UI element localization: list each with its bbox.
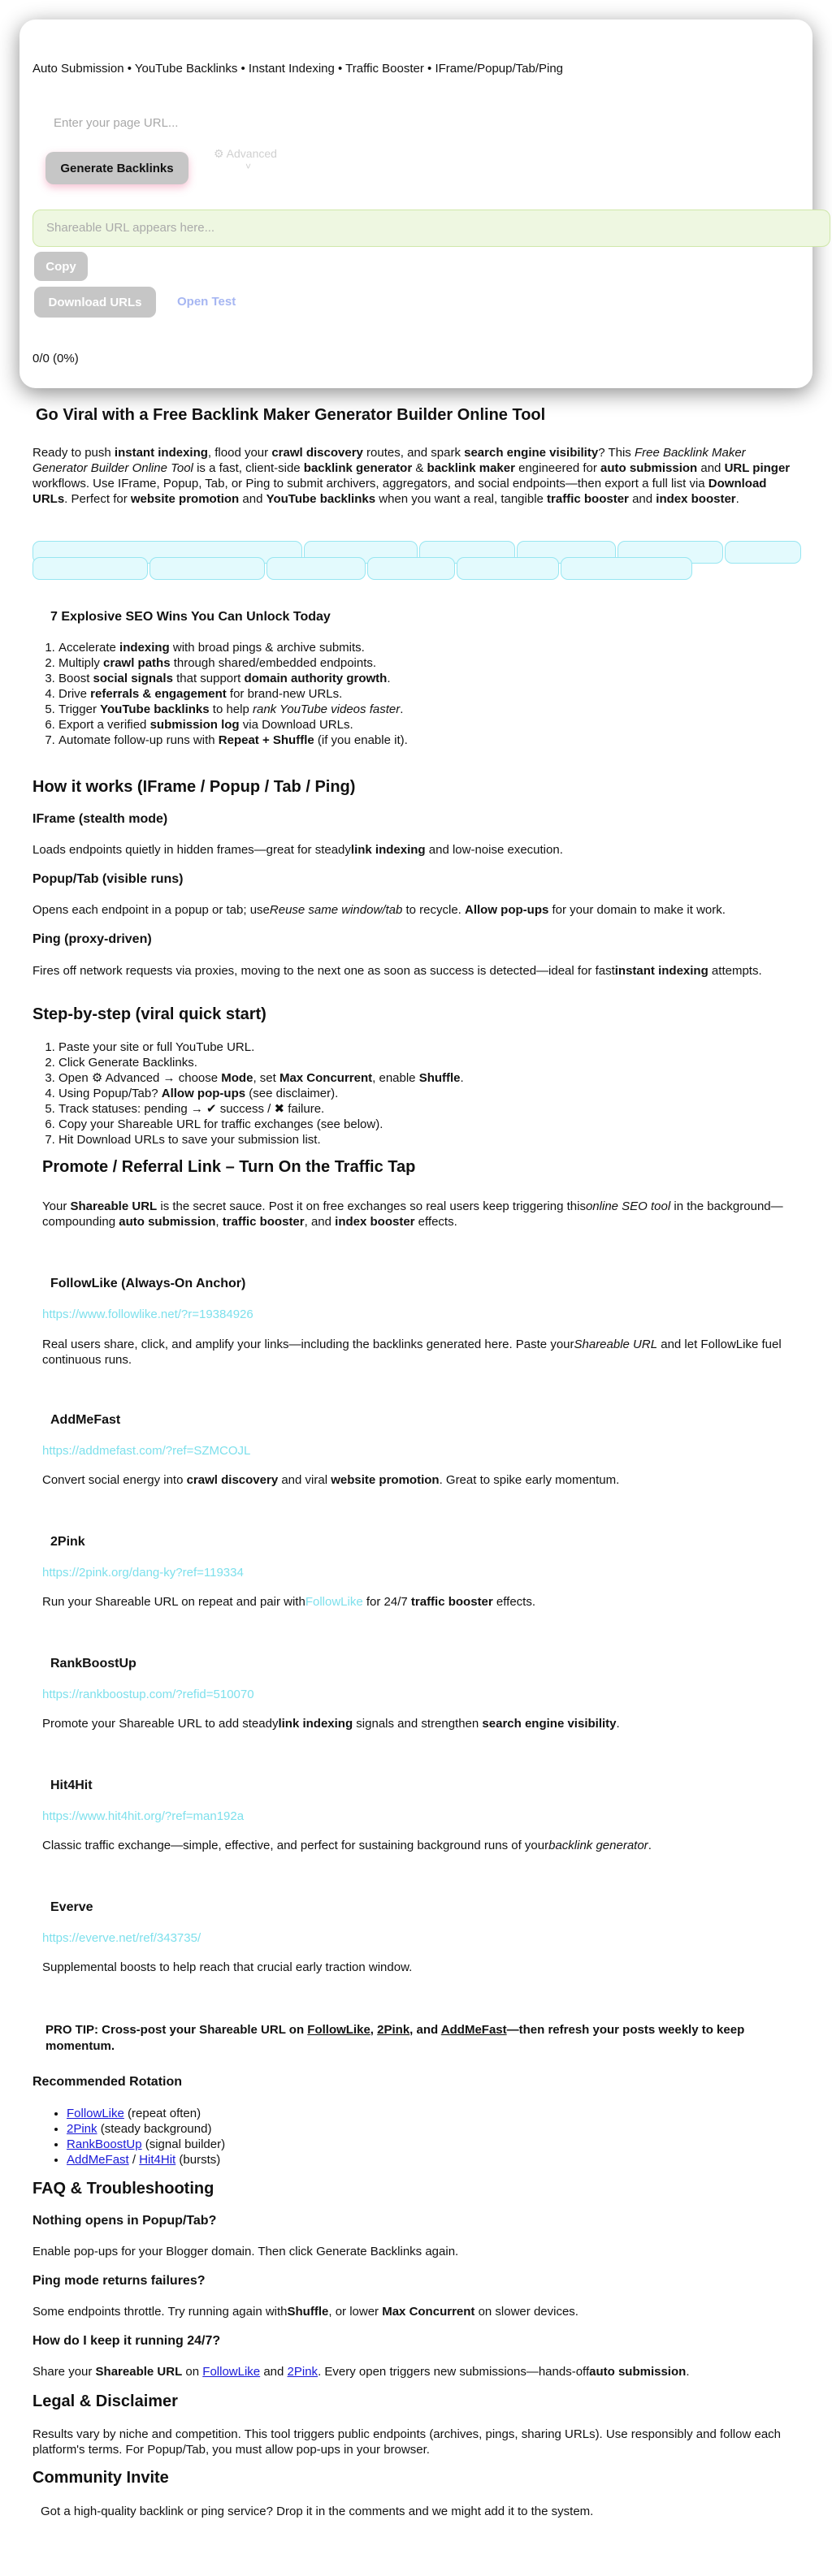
hit4hit-title: Hit4Hit xyxy=(50,1779,93,1792)
list-item: 3. Boost social signals that support domain authority growth. xyxy=(58,671,790,686)
everve-desc: Supplemental boosts to help reach that crucial early traction window. xyxy=(42,1960,413,1974)
download-urls-button[interactable]: Download URLs xyxy=(34,287,156,318)
list-item: • RankBoostUp (signal builder) xyxy=(67,2137,635,2152)
page-title: Go Viral with a Free Backlink Maker Generator Builder Online Tool xyxy=(36,406,546,424)
followlike-faq-link[interactable]: FollowLike xyxy=(202,2365,261,2379)
tool-card xyxy=(20,19,812,388)
2pink-faq-link[interactable]: 2Pink xyxy=(287,2365,318,2379)
2pink-desc: Run your Shareable URL on repeat and pair withFollowLike for 24/7 traffic booster effects. xyxy=(42,1595,536,1609)
faq-question: How do I keep it running 24/7? xyxy=(32,2334,221,2348)
everve-link[interactable]: https://everve.net/ref/343735/ xyxy=(42,1931,202,1945)
faq-answer: Some endpoints throttle. Try running again withShuffle, or lower Max Concurrent on slower devices. xyxy=(32,2305,578,2319)
list-item: 5. Trigger YouTube backlinks to help rank YouTube videos faster. xyxy=(58,702,790,717)
copy-button[interactable]: Copy xyxy=(34,252,88,281)
faq-question: Ping mode returns failures? xyxy=(32,2274,206,2288)
list-item: • AddMeFast / Hit4Hit (bursts) xyxy=(67,2152,635,2168)
faq-answer: Enable pop-ups for your Blogger domain. Then click Generate Backlinks again. xyxy=(32,2245,459,2258)
addmefast-link[interactable]: https://addmefast.com/?ref=SZMCOJL xyxy=(42,1444,251,1458)
rankboostup-title: RankBoostUp xyxy=(50,1657,136,1671)
ping-mode-title: Ping (proxy-driven) xyxy=(32,932,152,946)
followlike-inline-link[interactable]: FollowLike xyxy=(307,2023,370,2037)
faq-question: Nothing opens in Popup/Tab? xyxy=(32,2214,217,2228)
addmefast-rotation-link[interactable]: AddMeFast xyxy=(67,2153,129,2167)
shareable-url-placeholder: Shareable URL appears here... xyxy=(46,221,215,235)
promote-title: Promote / Referral Link – Turn On the Traffic Tap xyxy=(42,1158,416,1176)
community-title: Community Invite xyxy=(32,2469,169,2487)
list-item: 5. Track statuses: pending → ✔ success / ✖ failure. xyxy=(58,1101,790,1117)
promote-intro: Your Shareable URL is the secret sauce. Post it on free exchanges so real users keep triggering thisonline SEO tool in the background—compounding auto submission, traffic booster, and index booster effects. xyxy=(42,1199,783,1229)
list-item: 2. Multiply crawl paths through shared/embedded endpoints. xyxy=(58,655,790,671)
list-item: 4. Using Popup/Tab? Allow pop-ups (see disclaimer). xyxy=(58,1086,790,1101)
list-item: 6. Copy your Shareable URL for traffic exchanges (see below). xyxy=(58,1117,790,1132)
rankboostup-desc: Promote your Shareable URL to add steadylink indexing signals and strengthen search engine visibility. xyxy=(42,1717,620,1731)
legal-title: Legal & Disclaimer xyxy=(32,2392,178,2410)
steps-list xyxy=(34,1039,790,1148)
iframe-mode-title: IFrame (stealth mode) xyxy=(32,812,168,826)
tag-chip[interactable] xyxy=(457,557,559,580)
open-test-link[interactable]: Open Test xyxy=(177,295,236,309)
list-item: 2. Click Generate Backlinks. xyxy=(58,1055,790,1070)
2pink-title: 2Pink xyxy=(50,1535,85,1549)
list-item: 1. Paste your site or full YouTube URL. xyxy=(58,1039,790,1055)
list-item: 7. Automate follow-up runs with Repeat + Shuffle (if you enable it). xyxy=(58,733,790,748)
tag-chip[interactable] xyxy=(150,557,265,580)
progress-counter: 0/0 (0%) xyxy=(32,352,79,365)
list-item: 4. Drive referrals & engagement for brand-new URLs. xyxy=(58,686,790,702)
list-item: 3. Open ⚙ Advanced → choose Mode, set Max Concurrent, enable Shuffle. xyxy=(58,1070,790,1086)
popup-mode-desc: Opens each endpoint in a popup or tab; useReuse same window/tab to recycle. Allow pop-ups for your domain to make it work. xyxy=(32,903,726,917)
hit4hit-desc: Classic traffic exchange—simple, effective, and perfect for sustaining background runs of yourbacklink generator. xyxy=(42,1839,652,1852)
rankboostup-rotation-link[interactable]: RankBoostUp xyxy=(67,2137,142,2151)
how-title: How it works (IFrame / Popup / Tab / Ping) xyxy=(32,778,356,796)
list-item: • 2Pink (steady background) xyxy=(67,2121,635,2137)
advanced-toggle[interactable]: ⚙ Advanced xyxy=(214,147,277,160)
followlike-title: FollowLike (Always-On Anchor) xyxy=(50,1277,246,1290)
intro-paragraph: Ready to push instant indexing, flood your crawl discovery routes, and spark search engine visibility? This Free Backlink Maker Generator Builder Online Tool is a fast, client-side backlink generator & backlink maker engineered for auto submission and URL pinger workflows. Use IFrame, Popup, Tab, or Ping to submit archivers, aggregators, and social endpoints—then export a full list via Download URLs. Perfect for website promotion and YouTube backlinks when you want a real, tangible traffic booster and index booster. xyxy=(32,446,791,506)
list-item: 7. Hit Download URLs to save your submission list. xyxy=(58,1132,790,1148)
ping-mode-desc: Fires off network requests via proxies, moving to the next one as soon as success is detected—ideal for fastinstant indexing attempts. xyxy=(32,964,762,978)
addmefast-desc: Convert social energy into crawl discovery and viral website promotion. Great to spike early momentum. xyxy=(42,1473,620,1487)
2pink-link[interactable]: https://2pink.org/dang-ky?ref=119334 xyxy=(42,1566,244,1580)
iframe-mode-desc: Loads endpoints quietly in hidden frames—great for steadylink indexing and low-noise execution. xyxy=(32,843,563,857)
list-item: 1. Accelerate indexing with broad pings & archive submits. xyxy=(58,640,790,655)
addmefast-title: AddMeFast xyxy=(50,1413,121,1427)
hit4hit-link[interactable]: https://www.hit4hit.org/?ref=man192a xyxy=(42,1809,245,1823)
community-text: Got a high-quality backlink or ping service? Drop it in the comments and we might add it to the system. xyxy=(41,2505,594,2518)
followlike-link[interactable]: https://www.followlike.net/?r=19384926 xyxy=(42,1307,254,1321)
tag-chip[interactable] xyxy=(32,557,148,580)
popup-mode-title: Popup/Tab (visible runs) xyxy=(32,872,184,886)
addmefast-inline-link[interactable]: AddMeFast xyxy=(440,2023,507,2037)
url-input[interactable] xyxy=(52,110,380,135)
steps-title: Step-by-step (viral quick start) xyxy=(32,1005,266,1023)
2pink-rotation-link[interactable]: 2Pink xyxy=(67,2122,98,2136)
list-item: 6. Export a verified submission log via Download URLs. xyxy=(58,717,790,733)
legal-text: Results vary by niche and competition. This tool triggers public endpoints (archives, pings, sharing URLs). Use responsibly and follow each platform's terms. For Popup/Tab, you must allow pop-ups in your browser. xyxy=(32,2427,782,2457)
pro-tip: PRO TIP: Cross-post your Shareable URL on FollowLike, 2Pink, and AddMeFast—then refresh your posts weekly to keep momentum. xyxy=(46,2023,745,2053)
hit4hit-rotation-link[interactable]: Hit4Hit xyxy=(139,2153,176,2167)
wins-list xyxy=(34,640,790,748)
list-item: • FollowLike (repeat often) xyxy=(67,2106,635,2121)
shareable-url-box[interactable] xyxy=(32,210,830,247)
tag-chip[interactable] xyxy=(725,541,801,564)
tag-chip[interactable] xyxy=(561,557,692,580)
rotation-title: Recommended Rotation xyxy=(32,2075,183,2089)
everve-title: Everve xyxy=(50,1900,93,1914)
followlike-inline-link[interactable]: FollowLike xyxy=(305,1595,363,1609)
2pink-inline-link[interactable]: 2Pink xyxy=(377,2023,410,2037)
rotation-list xyxy=(42,2106,635,2168)
chevron-down-icon[interactable]: ˅ xyxy=(245,161,252,172)
faq-answer: Share your Shareable URL on FollowLike and 2Pink. Every open triggers new submissions—hands-offauto submission. xyxy=(32,2365,690,2379)
generate-backlinks-button[interactable]: Generate Backlinks xyxy=(46,152,188,184)
wins-title: 7 Explosive SEO Wins You Can Unlock Today xyxy=(50,610,331,624)
followlike-rotation-link[interactable]: FollowLike xyxy=(67,2107,124,2120)
followlike-desc: Real users share, click, and amplify your links—including the backlinks generated here. Paste yourShareable URL and let FollowLike fuel continuous runs. xyxy=(42,1338,782,1367)
tool-subtitle: Auto Submission • YouTube Backlinks • Instant Indexing • Traffic Booster • IFrame/Popup/Tab/Ping xyxy=(32,62,564,76)
faq-title: FAQ & Troubleshooting xyxy=(32,2180,214,2198)
tag-chip[interactable] xyxy=(367,557,455,580)
rankboostup-link[interactable]: https://rankboostup.com/?refid=510070 xyxy=(42,1688,254,1701)
tag-chip[interactable] xyxy=(266,557,366,580)
